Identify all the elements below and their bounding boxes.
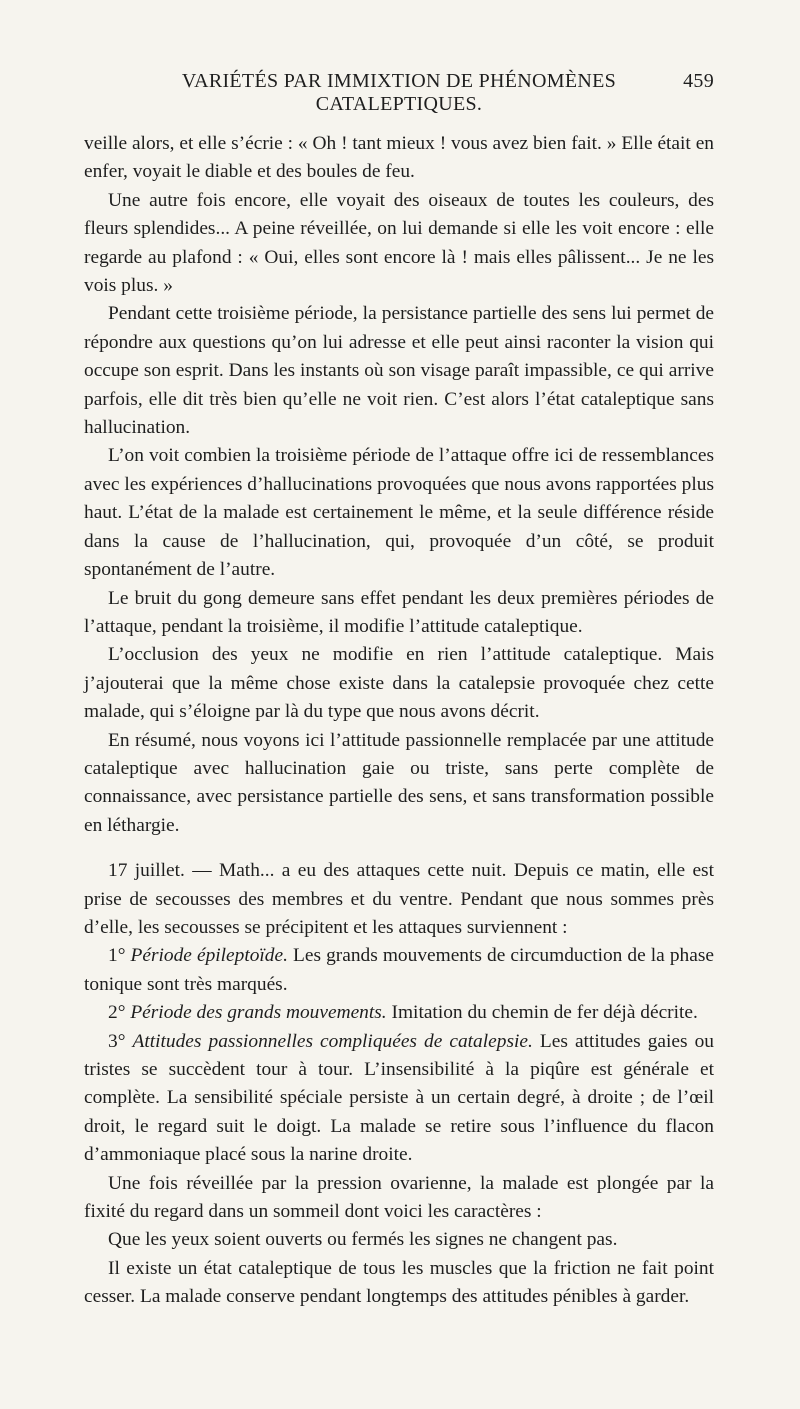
running-header [84, 70, 714, 116]
paragraph: Une autre fois encore, elle voyait des oiseaux de toutes les couleurs, des fleurs splendides... A peine réveillée, on lui demande si elle les voit encore : elle regarde au plafond : « Oui, elles sont encore là ! mais elles pâlissent... Je ne les vois plus. » [84, 189, 714, 297]
item-text: Les attitudes gaies ou tristes se succèdent tour à tour. L’insensibilité à la piqûre est générale et complète. La sensibilité spéciale persiste à un certain degré, à droite ; de l’œil droit, le regard suit le doigt. La malade se retire sous l’influence du flacon d’ammoniaque placé sous la narine droite. [84, 1030, 714, 1166]
numbered-item [84, 942, 714, 999]
item-heading: Attitudes passionnelles compliquées de catalepsie. [132, 1030, 533, 1052]
page-number: 459 [683, 70, 714, 92]
paragraph: Pendant cette troisième période, la persistance partielle des sens lui permet de répondre aux questions qu’on lui adresse et elle peut ainsi raconter la vision qui occupe son esprit. Dans les instants où son visage paraît impassible, ce qui arrive parfois, elle dit très bien qu’elle ne voit rien. C’est alors l’état cataleptique sans hallucination. [84, 303, 714, 439]
paragraph: En résumé, nous voyons ici l’attitude passionnelle remplacée par une attitude cataleptique avec hallucination gaie ou triste, sans perte complète de connaissance, avec persistance partielle des sens, et sans transformation possible en léthargie. [84, 729, 714, 836]
item-heading: Période des grands mouvements. [130, 1002, 387, 1024]
paragraph: Il existe un état cataleptique de tous les muscles que la friction ne fait point cesser. La malade conserve pendant longtemps des attitudes pénibles à garder. [84, 1257, 714, 1308]
numbered-item [84, 1028, 714, 1170]
page [84, 70, 714, 1312]
item-text: Les grands mouvements de circumduction de la phase tonique sont très marqués. [84, 945, 714, 995]
paragraph: veille alors, et elle s’écrie : « Oh ! tant mieux ! vous avez bien fait. » Elle était en enfer, voyait le diable et des boules de feu. [84, 133, 714, 183]
item-number: 3° [108, 1030, 126, 1052]
paragraph: Une fois réveillée par la pression ovarienne, la malade est plongée par la fixité du regard dans un sommeil dont voici les caractères : [84, 1172, 714, 1223]
item-number: 1° [108, 945, 126, 967]
item-heading: Période épileptoïde. [130, 945, 288, 967]
paragraph-dated-entry: 17 juillet. — Math... a eu des attaques cette nuit. Depuis ce matin, elle est prise de secousses des membres et du ventre. Pendant que nous sommes près d’elle, les secousses se précipitent et les attaques surviennent : [84, 860, 714, 938]
item-text: Imitation du chemin de fer déjà décrite. [391, 1002, 698, 1024]
paragraph: Que les yeux soient ouverts ou fermés les signes ne changent pas. [108, 1229, 618, 1251]
body-text [84, 130, 714, 1312]
running-title: VARIÉTÉS PAR IMMIXTION DE PHÉNOMÈNES CATALEPTIQUES. [181, 70, 617, 115]
paragraph: L’occlusion des yeux ne modifie en rien l’attitude cataleptique. Mais j’ajouterai que la même chose existe dans la catalepsie provoquée chez cette malade, qui s’éloigne par là du type que nous avons décrit. [84, 644, 714, 723]
item-number: 2° [108, 1002, 126, 1024]
paragraph: L’on voit combien la troisième période de l’attaque offre ici de ressemblances avec les expériences d’hallucinations provoquées que nous avons rapportées plus haut. L’état de la malade est certainement le même, et la seule différence réside dans la cause de l’hallucination, qui, provoquée d’un côté, se produit spontanément de l’autre. [84, 445, 714, 581]
paragraph: Le bruit du gong demeure sans effet pendant les deux premières périodes de l’attaque, pendant la troisième, il modifie l’attitude cataleptique. [84, 587, 714, 637]
numbered-item [84, 999, 714, 1027]
